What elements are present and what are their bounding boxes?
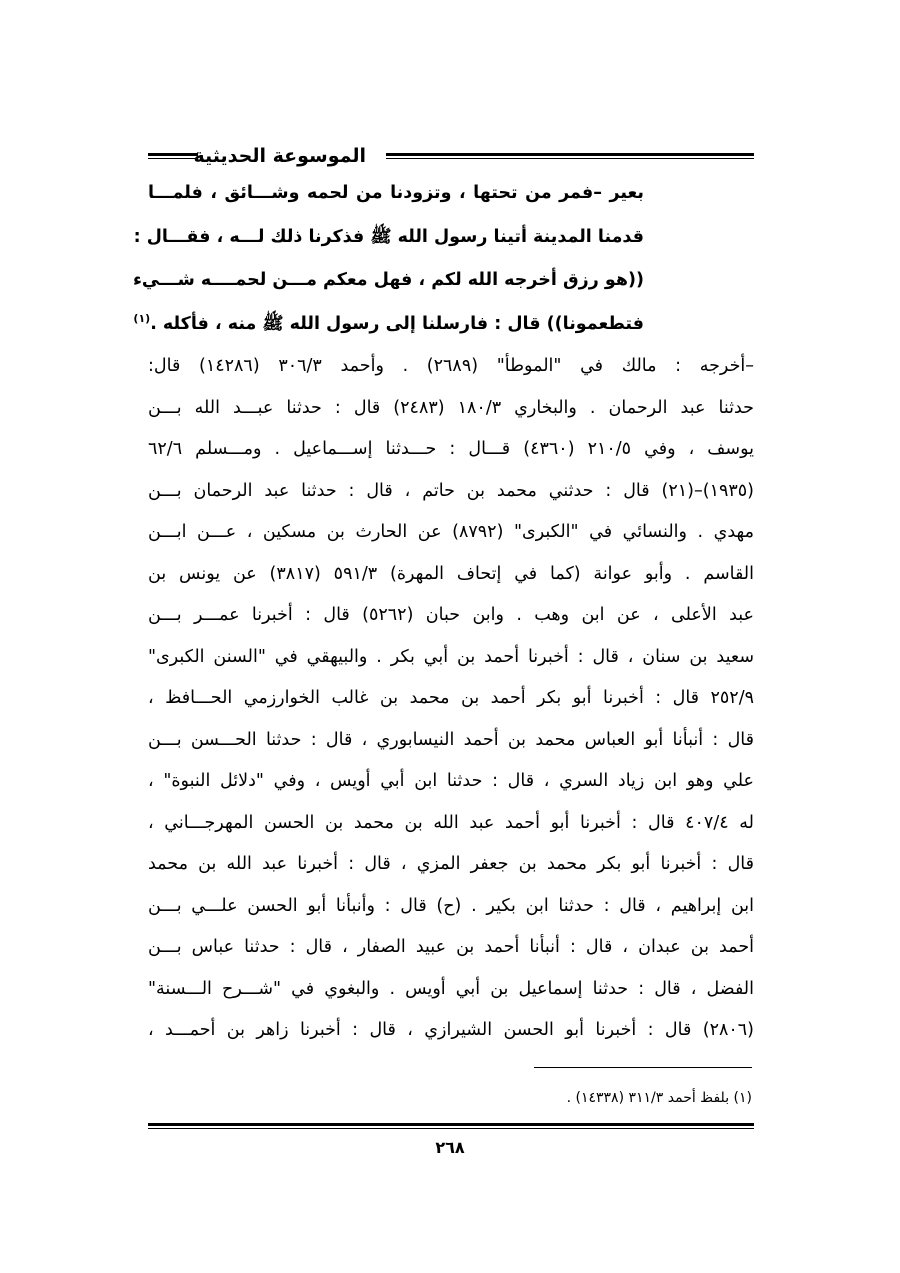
takhrij-line: يوسف ، وفي ٢١٠/٥ (٤٣٦٠) قـــال : حـــدثنا إســـماعيل . ومـــسلم ٦٢/٦ — [148, 439, 754, 459]
takhrij-line: ٢٥٢/٩ قال : أخبرنا أبو بكر أحمد بن محمد بن غالب الخوارزمي الحـــافظ ، — [148, 688, 754, 708]
header-rule-left — [148, 153, 198, 159]
hadith-line: بعير –فمر من تحتها ، وتزودنا من لحمه وشـــائق ، فلمـــا — [148, 183, 644, 203]
takhrij-line: قال : أنبأنا أبو العباس محمد بن أحمد النيسابوري ، قال : حدثنا الحـــسن بـــن — [148, 729, 754, 750]
takhrij-line: –أخرجه : مالك في "الموطأ" (٢٦٨٩) . وأحمد ٣٠٦/٣ (١٤٢٨٦) قال: — [148, 356, 754, 376]
page-number: ٢٦٨ — [435, 1138, 465, 1157]
running-header — [148, 142, 754, 172]
footnote: (١) بلفظ أحمد ٣١١/٣ (١٤٣٣٨) . — [566, 1090, 752, 1106]
page-body — [132, 172, 754, 1052]
takhrij-line: (١٩٣٥)–(٢١) قال : حدثني محمد بن حاتم ، قال : حدثنا عبد الرحمان بـــن — [148, 480, 754, 501]
takhrij-line: ابن إبراهيم ، قال : حدثنا ابن بكير . (ح) قال : وأنبأنا أبو الحسن علـــي بـــن — [148, 895, 754, 916]
footer-rule — [148, 1123, 754, 1129]
hadith-line-text: فتطعمونا)) قال : فارسلنا إلى رسول الله ﷺ منه ، فأكله . — [150, 313, 644, 334]
hadith-line: ((هو رزق أخرجه الله لكم ، فهل معكم مـــن لحمــــه شـــيء — [132, 270, 644, 290]
hadith-text — [132, 172, 754, 346]
takhrij-line: علي وهو ابن زياد السري ، قال : حدثنا ابن أبي أويس ، وفي "دلائل النبوة" ، — [148, 771, 754, 791]
takhrij-line: له ٤٠٧/٤ قال : أخبرنا أبو أحمد عبد الله بن محمد بن الحسن المهرجـــاني ، — [148, 812, 754, 833]
takhrij-line: أحمد بن عبدان ، قال : أنبأنا أحمد بن عبيد الصفار ، قال : حدثنا عباس بـــن — [148, 937, 754, 957]
hadith-line: قدمنا المدينة أتينا رسول الله ﷺ فذكرنا ذلك لـــه ، فقـــال : — [133, 226, 644, 247]
hadith-line — [133, 303, 644, 347]
takhrij-line: قال : أخبرنا أبو بكر محمد بن جعفر المزي ، قال : أخبرنا عبد الله بن محمد — [148, 854, 754, 874]
takhrij-line: مهدي . والنسائي في "الكبرى" (٨٧٩٢) عن الحارث بن مسكين ، عـــن ابـــن — [148, 522, 754, 542]
header-rule-right — [386, 153, 754, 159]
footnote-marker[interactable]: (١) — [133, 311, 151, 325]
takhrij-line: حدثنا عبد الرحمان . والبخاري ١٨٠/٣ (٢٤٨٣) قال : حدثنا عبـــد الله بـــن — [148, 397, 754, 418]
takhrij-line: (٢٨٠٦) قال : أخبرنا أبو الحسن الشيرازي ، قال : أخبرنا زاهر بن أحمـــد ، — [148, 1020, 754, 1040]
takhrij-line: سعيد بن سنان ، قال : أخبرنا أحمد بن أبي بكر . والبيهقي في "السنن الكبرى" — [148, 646, 754, 667]
book-title: الموسوعة الحديثية — [193, 145, 366, 167]
takhrij-line: عبد الأعلى ، عن ابن وهب . وابن حبان (٥٢٦٢) قال : أخبرنا عمـــر بـــن — [148, 605, 754, 625]
takhrij-line: القاسم . وأبو عوانة (كما في إتحاف المهرة) ٥٩١/٣ (٣٨١٧) عن يونس بن — [148, 563, 754, 584]
footnote-separator — [534, 1067, 752, 1068]
takhrij-line: الفضل ، قال : حدثنا إسماعيل بن أبي أويس . والبغوي في "شـــرح الـــسنة" — [148, 978, 754, 999]
takhrij-text — [148, 346, 754, 1052]
